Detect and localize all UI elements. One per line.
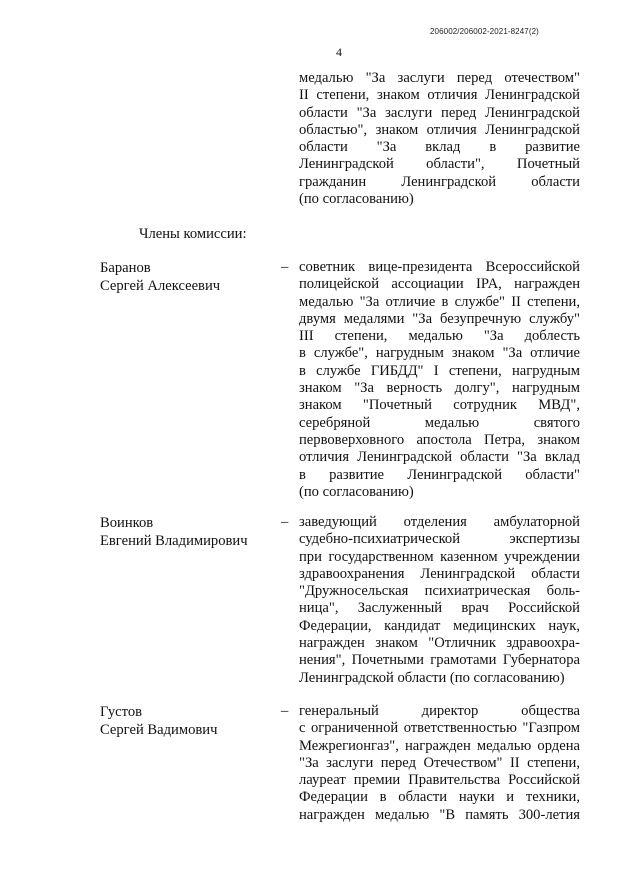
- text-line: "За заслуги перед Отечеством" II степени,: [299, 754, 580, 771]
- member-given-names: Сергей Алексеевич: [100, 278, 221, 294]
- member-surname: Густов: [100, 704, 143, 720]
- member-given-names: Евгений Владимирович: [100, 533, 248, 549]
- text-line: в развитие Ленинградской области": [299, 466, 580, 483]
- text-line: двумя медалями "За безупречную службу": [299, 310, 580, 327]
- member-name: [100, 514, 280, 550]
- section-heading: Члены комиссии:: [139, 226, 247, 242]
- text-line: Федерации в области науки и техники,: [299, 789, 580, 806]
- text-line: генеральный директор общества: [299, 703, 580, 719]
- text-line: советник вице-президента Всероссийской: [299, 259, 580, 275]
- text-line: в службе ГИБДД" I степени, нагрудным: [299, 362, 580, 379]
- text-line: судебно-психиатрической экспертизы: [299, 531, 580, 548]
- member-name: [100, 703, 280, 739]
- text-line: награжден медалью "В память 300-летия: [299, 806, 580, 823]
- document-id: 206002/206002-2021-8247(2): [430, 27, 539, 36]
- text-line: области "За заслуги перед Ленинградской: [299, 104, 580, 121]
- text-line: серебряной медалью святого: [299, 414, 580, 431]
- member-description: [299, 259, 580, 501]
- intro-text-block: [299, 70, 580, 208]
- text-line: лауреат премии Правительства Российской: [299, 772, 580, 789]
- member-name: [100, 259, 280, 295]
- text-line: ница", Заслуженный врач Российской: [299, 600, 580, 617]
- text-line: с ограниченной ответственностью "Газпром: [299, 720, 580, 737]
- dash-separator: –: [281, 703, 289, 719]
- text-line: Ленинградской области (по согласованию): [299, 669, 565, 686]
- member-description: [299, 703, 580, 824]
- text-line: (по согласованию): [299, 191, 414, 208]
- text-line: полицейской ассоциации IPA, награжден: [299, 276, 580, 293]
- text-line: III степени, медалью "За доблесть: [299, 328, 580, 345]
- text-line: медалью "За заслуги перед отечеством": [299, 70, 580, 86]
- text-line: области "За вклад в развитие: [299, 139, 580, 156]
- text-line: первоверховного апостола Петра, знаком: [299, 431, 580, 448]
- member-description: [299, 514, 580, 687]
- text-line: в службе", нагрудным знаком "За отличие: [299, 345, 580, 362]
- text-line: гражданин Ленинградской области: [299, 173, 580, 190]
- text-line: нения", Почетными грамотами Губернатора: [299, 652, 580, 669]
- text-line: (по согласованию): [299, 483, 414, 500]
- text-line: "Дружносельская психиатрическая боль-: [299, 583, 580, 600]
- member-surname: Воинков: [100, 515, 154, 531]
- text-line: областью", знаком отличия Ленинградской: [299, 121, 580, 138]
- member-given-names: Сергей Вадимович: [100, 722, 218, 738]
- text-line: Федерации, кандидат медицинских наук,: [299, 617, 580, 634]
- text-line: Ленинградской области", Почетный: [299, 156, 580, 173]
- text-line: отличия Ленинградской области "За вклад: [299, 449, 580, 466]
- text-line: Межрегионгаз", награжден медалью ордена: [299, 737, 580, 754]
- text-line: медалью "За отличие в службе" II степени,: [299, 293, 580, 310]
- dash-separator: –: [281, 259, 289, 275]
- member-surname: Баранов: [100, 260, 151, 276]
- text-line: II степени, знаком отличия Ленинградской: [299, 87, 580, 104]
- text-line: знаком "За верность долгу", нагрудным: [299, 380, 580, 397]
- page-number: 4: [336, 45, 342, 59]
- dash-separator: –: [281, 514, 289, 530]
- text-line: награжден знаком "Отличник здравоохра-: [299, 635, 580, 652]
- text-line: при государственном казенном учреждении: [299, 548, 580, 565]
- text-line: здравоохранения Ленинградской области: [299, 565, 580, 582]
- text-line: знаком "Почетный сотрудник МВД",: [299, 397, 580, 414]
- text-line: заведующий отделения амбулаторной: [299, 514, 580, 530]
